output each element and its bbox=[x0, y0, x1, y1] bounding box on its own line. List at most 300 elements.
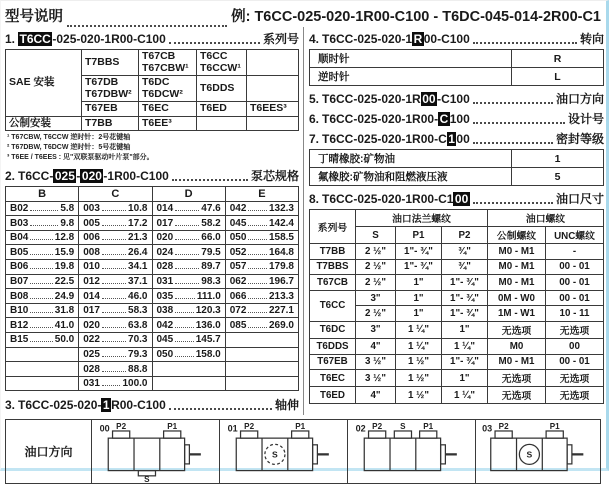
port-size-cell: 1" bbox=[442, 321, 488, 338]
displacement-value: 145.7 bbox=[195, 334, 221, 346]
port-size-cell: 3 ½" bbox=[356, 370, 396, 387]
code-value-pair bbox=[157, 291, 221, 302]
series-cell: T6ED bbox=[310, 387, 356, 404]
code-value-pair bbox=[157, 203, 221, 214]
dotted-leader bbox=[169, 408, 272, 410]
table-row bbox=[6, 116, 299, 131]
suction-label: S bbox=[272, 450, 278, 461]
code-value-pair bbox=[157, 276, 221, 287]
displacement-cell bbox=[6, 347, 79, 362]
code-value-pair bbox=[83, 378, 147, 389]
displacement-cell bbox=[152, 333, 225, 348]
series-cell bbox=[247, 116, 299, 131]
cartridge-code: 085 bbox=[229, 319, 247, 331]
series-cell: T7BB bbox=[310, 244, 356, 260]
displacement-cell bbox=[6, 303, 79, 318]
series-name: T6DC bbox=[142, 76, 170, 89]
section-number: 7. bbox=[309, 132, 320, 146]
highlighted-code-part: 1 bbox=[448, 132, 455, 146]
cartridge-code: B12 bbox=[10, 319, 29, 331]
port-direction-diagram-00 bbox=[92, 420, 219, 483]
displacement-cell bbox=[152, 216, 225, 231]
displacement-cell bbox=[79, 230, 152, 245]
cartridge-code: 057 bbox=[229, 261, 247, 273]
port-size-cell: 1" bbox=[442, 370, 488, 387]
dotted-leader bbox=[175, 283, 199, 284]
rotation-direction-label: 顺时针 bbox=[310, 50, 512, 68]
cartridge-code: 012 bbox=[83, 275, 100, 287]
cartridge-code: 035 bbox=[156, 290, 174, 302]
displacement-cell bbox=[79, 376, 152, 391]
port-direction-diagram-01 bbox=[220, 420, 347, 483]
cartridge-code: B06 bbox=[10, 261, 29, 273]
port-size-cell: 无选项 bbox=[488, 321, 546, 338]
displacement-cell bbox=[6, 230, 79, 245]
displacement-cell bbox=[79, 201, 152, 216]
cartridge-code: 014 bbox=[83, 290, 100, 302]
series-cell bbox=[197, 102, 247, 117]
displacement-value: 10.8 bbox=[128, 202, 148, 214]
displacement-cell bbox=[225, 216, 298, 231]
series-cell bbox=[139, 102, 197, 117]
displacement-value: 120.3 bbox=[195, 305, 221, 317]
port-size-cell: ¾" bbox=[442, 244, 488, 260]
code-value-pair bbox=[230, 276, 294, 287]
table-row bbox=[6, 274, 299, 289]
mounting-type-label: 公制安装 bbox=[6, 116, 82, 131]
column-header: P2 bbox=[442, 227, 488, 244]
suction-label: S bbox=[526, 450, 533, 461]
dotted-leader bbox=[30, 341, 52, 342]
series-name: T6EC bbox=[142, 102, 169, 115]
displacement-value: 9.8 bbox=[60, 217, 75, 229]
code-value-pair bbox=[83, 305, 147, 316]
dotted-leader bbox=[473, 122, 565, 124]
series-cell bbox=[247, 50, 299, 76]
displacement-cell bbox=[79, 274, 152, 289]
model-code bbox=[322, 192, 470, 206]
dotted-leader bbox=[102, 225, 126, 226]
dotted-leader bbox=[248, 239, 267, 240]
table-row bbox=[6, 420, 601, 484]
rotation-direction-label: 逆时针 bbox=[310, 68, 512, 86]
dotted-leader bbox=[102, 327, 126, 328]
displacement-value: 58.2 bbox=[201, 217, 221, 229]
code-part: -C100 bbox=[437, 92, 470, 106]
section-number: 5. bbox=[309, 92, 320, 106]
displacement-value: 142.4 bbox=[268, 217, 294, 229]
table-row bbox=[6, 303, 299, 318]
dotted-leader bbox=[102, 268, 126, 269]
series-cell bbox=[82, 102, 139, 117]
cartridge-code: B08 bbox=[10, 290, 29, 302]
displacement-value: 63.8 bbox=[128, 319, 148, 331]
table-row bbox=[310, 68, 604, 86]
displacement-cell bbox=[152, 274, 225, 289]
table-row bbox=[310, 150, 604, 168]
rotation-code: L bbox=[512, 68, 604, 86]
seal-table bbox=[309, 149, 604, 186]
port-size-cell: 1"- ¾" bbox=[396, 244, 442, 260]
dotted-leader bbox=[248, 225, 267, 226]
port-thread-group-header: 油口螺纹 bbox=[488, 210, 604, 227]
series-cell: T6EC bbox=[310, 370, 356, 387]
code-value-pair bbox=[83, 261, 147, 272]
series-cell: T6CC bbox=[310, 290, 356, 321]
table-row bbox=[6, 333, 299, 348]
cartridge-code: 020 bbox=[83, 319, 100, 331]
section-label: 转向 bbox=[579, 32, 604, 46]
code-value-pair bbox=[10, 305, 74, 316]
table-row bbox=[310, 168, 604, 186]
seal-material-label: 丁晴橡胶:矿物油 bbox=[310, 150, 512, 168]
displacement-cell bbox=[79, 362, 152, 377]
port-size-cell: M0 - M1 bbox=[488, 259, 546, 275]
code-value-pair bbox=[230, 291, 294, 302]
port-stub bbox=[292, 431, 309, 438]
displacement-value: 164.8 bbox=[268, 246, 294, 258]
dotted-leader bbox=[248, 312, 267, 313]
dotted-leader bbox=[102, 298, 126, 299]
section-number: 2. bbox=[5, 168, 16, 183]
dotted-leader bbox=[30, 210, 58, 211]
pump-body bbox=[364, 439, 440, 471]
series-name: T7BBS bbox=[85, 55, 120, 68]
series-name: T6CC bbox=[200, 50, 228, 62]
diagram-cell bbox=[476, 420, 601, 484]
cartridge-code: 017 bbox=[83, 305, 100, 317]
table-row bbox=[6, 245, 299, 260]
series-cell bbox=[82, 50, 139, 76]
port-size-cell: 1" bbox=[396, 306, 442, 322]
displacement-value: 269.0 bbox=[268, 319, 294, 331]
displacement-value: 136.0 bbox=[195, 319, 221, 331]
column-header: 公制螺纹 bbox=[488, 227, 546, 244]
cartridge-code: 045 bbox=[156, 334, 174, 346]
displacement-cell bbox=[225, 201, 298, 216]
code-value-pair bbox=[157, 320, 221, 331]
dotted-leader bbox=[30, 268, 52, 269]
code-value-pair bbox=[10, 261, 74, 272]
series-name: T67DBW² bbox=[85, 87, 132, 100]
displacement-cell bbox=[152, 201, 225, 216]
example-model-code: T6CC-025-020-1R00-C100 - T6DC-045-014-2R00-C1 bbox=[254, 9, 601, 25]
dotted-leader bbox=[248, 298, 267, 299]
displacement-cell bbox=[79, 289, 152, 304]
displacement-cell bbox=[152, 289, 225, 304]
series-cell bbox=[247, 76, 299, 102]
code-part: T6CC- bbox=[18, 168, 54, 183]
series-name: T67CB bbox=[142, 50, 176, 62]
port-stub bbox=[495, 431, 512, 438]
diagram-code: 01 bbox=[227, 423, 238, 434]
code-part: T6CC-025-020-1R00-C1 bbox=[322, 192, 454, 206]
mounting-footnotes bbox=[7, 133, 299, 162]
code-value-pair bbox=[10, 276, 74, 287]
section-label: 油口方向 bbox=[555, 92, 604, 106]
series-cell bbox=[139, 76, 197, 102]
highlighted-code-part: 00 bbox=[422, 92, 436, 106]
dotted-leader bbox=[30, 225, 58, 226]
dotted-leader bbox=[102, 385, 121, 386]
displacement-cell bbox=[79, 245, 152, 260]
displacement-value: 21.3 bbox=[128, 232, 148, 244]
cartridge-code: 042 bbox=[229, 202, 247, 214]
cartridge-code: 050 bbox=[229, 232, 247, 244]
series-name: T67CBW¹ bbox=[142, 61, 189, 74]
seal-material-label: 氟橡胶:矿物油和阻燃液压液 bbox=[310, 168, 512, 186]
section-header-design-number bbox=[309, 110, 604, 127]
port-label: P2 bbox=[498, 422, 509, 432]
code-value-pair bbox=[83, 334, 147, 345]
port-direction-diagram-02 bbox=[348, 420, 475, 483]
dotted-leader bbox=[473, 142, 553, 144]
port-size-cell: 1" bbox=[396, 275, 442, 291]
code-value-pair bbox=[157, 232, 221, 243]
dotted-leader bbox=[473, 42, 577, 44]
code-value-pair bbox=[83, 291, 147, 302]
port-size-cell: 1 ¼" bbox=[396, 338, 442, 354]
port-size-cell: 00 - 01 bbox=[546, 259, 604, 275]
code-value-pair bbox=[83, 364, 147, 375]
cartridge-code: B04 bbox=[10, 232, 29, 244]
displacement-value: 89.7 bbox=[201, 261, 221, 273]
displacement-cell bbox=[6, 333, 79, 348]
cartridge-code: B05 bbox=[10, 246, 29, 258]
port-size-cell: 4" bbox=[356, 338, 396, 354]
code-part: - bbox=[76, 168, 81, 183]
column-header: C bbox=[79, 186, 152, 201]
series-name: T6DCW² bbox=[142, 87, 183, 100]
diagram-cell bbox=[220, 420, 348, 484]
displacement-cell bbox=[79, 303, 152, 318]
code-part: 00 bbox=[456, 132, 470, 146]
cartridge-code: 031 bbox=[83, 378, 100, 390]
displacement-cell bbox=[6, 376, 79, 391]
code-part: T6CC-025-020-1R00-C bbox=[322, 132, 447, 146]
displacement-cell bbox=[225, 318, 298, 333]
series-name: T6ED bbox=[200, 102, 227, 115]
dotted-leader bbox=[102, 283, 126, 284]
displacement-cell bbox=[225, 347, 298, 362]
series-name: T67DB bbox=[85, 76, 119, 89]
displacement-cell bbox=[225, 260, 298, 275]
series-cell: T6DDS bbox=[310, 338, 356, 354]
diagram-code: 02 bbox=[355, 423, 366, 434]
cartridge-code: 014 bbox=[156, 202, 174, 214]
code-part: R00-C100 bbox=[111, 398, 166, 413]
table-row bbox=[6, 50, 299, 76]
section-number: 1. bbox=[5, 32, 16, 46]
displacement-cell bbox=[225, 274, 298, 289]
table-row bbox=[310, 275, 604, 291]
displacement-value: 47.6 bbox=[201, 202, 221, 214]
port-size-table bbox=[309, 209, 604, 404]
port-size-cell: 10 - 11 bbox=[546, 306, 604, 322]
cartridge-code: 003 bbox=[83, 202, 100, 214]
port-size-cell: ¾" bbox=[442, 259, 488, 275]
section-label: 设计号 bbox=[567, 112, 604, 126]
highlighted-code-part: C bbox=[439, 112, 449, 126]
table-row bbox=[6, 376, 299, 391]
dotted-leader bbox=[248, 254, 267, 255]
code-value-pair bbox=[83, 232, 147, 243]
port-size-cell: 00 bbox=[546, 338, 604, 354]
dotted-leader bbox=[102, 239, 126, 240]
code-value-pair bbox=[10, 203, 74, 214]
dotted-leader bbox=[175, 268, 199, 269]
dotted-leader bbox=[30, 239, 52, 240]
displacement-value: 26.4 bbox=[128, 246, 148, 258]
shaft-flange bbox=[567, 445, 572, 464]
cartridge-code: 010 bbox=[83, 261, 100, 273]
mounting-table bbox=[5, 49, 299, 131]
highlighted-code-part: 1 bbox=[102, 398, 110, 413]
displacement-cell bbox=[152, 245, 225, 260]
port-size-cell: M0 - M1 bbox=[488, 244, 546, 260]
table-row bbox=[310, 290, 604, 306]
displacement-cell bbox=[152, 303, 225, 318]
series-name: T6EE³ bbox=[142, 116, 172, 129]
dotted-leader bbox=[248, 327, 267, 328]
cartridge-code: 062 bbox=[229, 275, 247, 287]
cartridge-code: 020 bbox=[156, 232, 174, 244]
series-name: T6CCW¹ bbox=[200, 61, 241, 74]
highlighted-code-part: R bbox=[413, 32, 423, 46]
table-row bbox=[6, 216, 299, 231]
displacement-cell bbox=[225, 362, 298, 377]
cartridge-code: B10 bbox=[10, 305, 29, 317]
displacement-value: 46.0 bbox=[128, 290, 148, 302]
cartridge-code: 038 bbox=[156, 305, 174, 317]
port-size-cell: 1 ½" bbox=[396, 354, 442, 370]
displacement-cell bbox=[225, 376, 298, 391]
port-size-cell: 3" bbox=[356, 290, 396, 306]
dotted-leader bbox=[175, 298, 195, 299]
pump-body bbox=[108, 439, 184, 471]
rotation-code: R bbox=[512, 50, 604, 68]
series-name: T6EES³ bbox=[250, 102, 287, 115]
displacement-value: 15.9 bbox=[54, 246, 75, 258]
table-row bbox=[6, 347, 299, 362]
displacement-value: 12.8 bbox=[54, 232, 75, 244]
column-header: E bbox=[225, 186, 298, 201]
page-title: 型号说明 bbox=[5, 9, 63, 25]
code-value-pair bbox=[230, 203, 294, 214]
port-size-cell: 0M - W0 bbox=[488, 290, 546, 306]
diagram-cell bbox=[348, 420, 476, 484]
displacement-value: 79.5 bbox=[201, 246, 221, 258]
series-cell: T67CB bbox=[310, 275, 356, 291]
footnote: ³ T6EE / T6EES : 见"双联泵驱动叶片泵"部分。 bbox=[7, 153, 154, 161]
displacement-value: 227.1 bbox=[268, 305, 294, 317]
displacement-cell bbox=[225, 245, 298, 260]
model-code bbox=[18, 398, 166, 412]
dotted-leader bbox=[473, 202, 553, 204]
dotted-leader bbox=[175, 312, 194, 313]
two-column-area bbox=[5, 27, 604, 415]
displacement-cell bbox=[79, 216, 152, 231]
table-row bbox=[6, 362, 299, 377]
code-value-pair bbox=[230, 261, 294, 272]
displacement-value: 70.3 bbox=[128, 334, 148, 346]
dotted-leader bbox=[175, 341, 194, 342]
displacement-value: 37.1 bbox=[128, 275, 148, 287]
code-part: -025-020-1R00-C100 bbox=[52, 32, 166, 46]
displacement-value: 22.5 bbox=[54, 275, 75, 287]
dotted-leader bbox=[175, 210, 199, 211]
displacement-value: 179.8 bbox=[268, 261, 294, 273]
displacement-cell bbox=[79, 347, 152, 362]
dotted-leader bbox=[172, 179, 248, 181]
cartridge-code: 050 bbox=[156, 348, 174, 360]
code-value-pair bbox=[83, 320, 147, 331]
column-header: UNC螺纹 bbox=[546, 227, 604, 244]
port-size-cell: 1 ½" bbox=[396, 370, 442, 387]
code-part: -1R00-C100 bbox=[103, 168, 169, 183]
series-cell bbox=[82, 116, 139, 131]
port-size-cell: 1"- ¾" bbox=[396, 259, 442, 275]
cartridge-code: B03 bbox=[10, 217, 29, 229]
displacement-value: 213.3 bbox=[268, 290, 294, 302]
diagram-cell bbox=[92, 420, 220, 484]
series-cell bbox=[139, 50, 197, 76]
displacement-cell bbox=[6, 260, 79, 275]
cartridge-code: 024 bbox=[156, 246, 174, 258]
right-column bbox=[304, 27, 604, 415]
port-label: P1 bbox=[549, 422, 560, 432]
code-part: 100 bbox=[449, 112, 470, 126]
displacement-value: 41.0 bbox=[54, 319, 75, 331]
cartridge-code: 025 bbox=[83, 348, 100, 360]
port-size-cell: 00 - 01 bbox=[546, 275, 604, 291]
table-row bbox=[310, 338, 604, 354]
highlighted-code-part: T6CC bbox=[19, 32, 51, 46]
port-label: P2 bbox=[116, 422, 127, 432]
displacement-value: 58.3 bbox=[128, 305, 148, 317]
port-size-cell: 2 ½" bbox=[356, 244, 396, 260]
cartridge-code: 066 bbox=[229, 290, 247, 302]
table-row bbox=[310, 370, 604, 387]
code-value-pair bbox=[10, 218, 74, 229]
port-stub bbox=[113, 431, 130, 438]
section-header-seal-class bbox=[309, 130, 604, 147]
left-column bbox=[5, 27, 304, 415]
cartridge-code: B02 bbox=[10, 202, 29, 214]
dotted-leader bbox=[102, 254, 126, 255]
dotted-leader bbox=[30, 283, 52, 284]
port-size-cell: 1" bbox=[396, 290, 442, 306]
displacement-cell bbox=[225, 289, 298, 304]
displacement-value: 66.0 bbox=[201, 232, 221, 244]
section-header-shaft bbox=[5, 396, 299, 413]
series-cell bbox=[197, 116, 247, 131]
code-part: T6CC-025-020-1 bbox=[322, 32, 413, 46]
cartridge-code: B07 bbox=[10, 275, 29, 287]
port-size-cell: 无选项 bbox=[488, 387, 546, 404]
port-size-cell: 1 ¼" bbox=[396, 321, 442, 338]
port-label: P1 bbox=[423, 422, 434, 432]
dotted-leader bbox=[248, 210, 267, 211]
dotted-leader bbox=[30, 254, 52, 255]
table-header-row bbox=[6, 186, 299, 201]
code-value-pair bbox=[83, 276, 147, 287]
shaft-flange bbox=[441, 445, 446, 464]
port-stub bbox=[394, 431, 411, 438]
code-value-pair bbox=[157, 305, 221, 316]
table-row bbox=[310, 244, 604, 260]
displacement-value: 24.9 bbox=[54, 290, 75, 302]
